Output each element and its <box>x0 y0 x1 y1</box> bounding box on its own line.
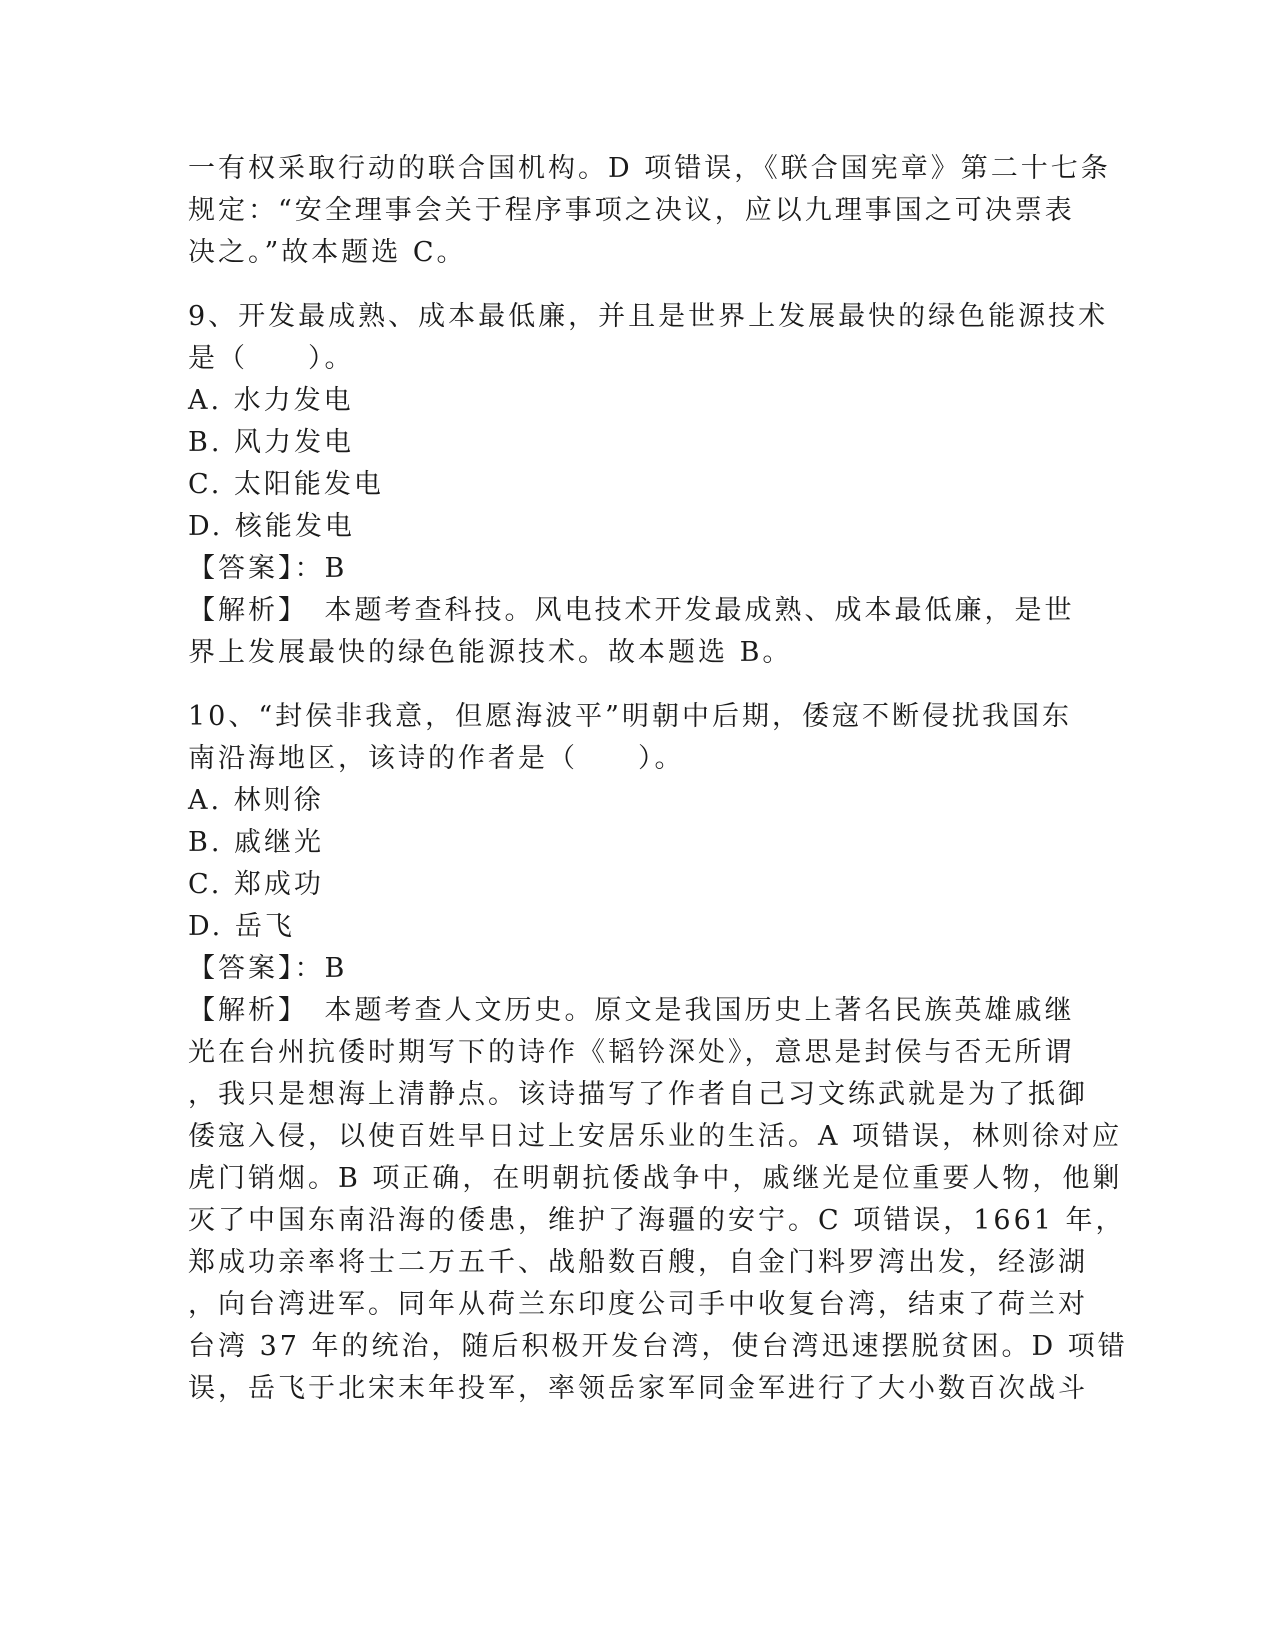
analysis-line: ，向台湾进军。同年从荷兰东印度公司手中收复台湾，结束了荷兰对 <box>188 1289 1088 1320</box>
analysis-line: 郑成功亲率将士二万五千、战船数百艘，自金门料罗湾出发，经澎湖 <box>188 1247 1088 1278</box>
option-c: C. 太阳能发电 <box>188 469 384 500</box>
document-page <box>188 148 1128 1410</box>
analysis-line: 倭寇入侵，以使百姓早日过上安居乐业的生活。A 项错误，林则徐对应 <box>188 1121 1123 1152</box>
analysis-line: 光在台州抗倭时期写下的诗作《韬钤深处》，意思是封侯与否无所谓 <box>188 1037 1075 1068</box>
answer-line: 【答案】：B <box>188 953 348 984</box>
text-line: 规定：“安全理事会关于程序事项之决议，应以九理事国之可决票表 <box>188 195 1075 226</box>
question-9 <box>188 296 1109 674</box>
analysis-line: 灭了中国东南沿海的倭患，维护了海疆的安宁。C 项错误，1661 年， <box>188 1205 1126 1236</box>
previous-analysis-continuation <box>188 148 1111 274</box>
question-text-line: 10、“封侯非我意，但愿海波平”明朝中后期，倭寇不断侵扰我国东 <box>188 701 1072 732</box>
text-line: 决之。”故本题选 C。 <box>188 237 467 268</box>
analysis-line: 【解析】 本题考查人文历史。原文是我国历史上著名民族英雄戚继 <box>188 995 1075 1026</box>
text-line: 一有权采取行动的联合国机构。D 项错误，《联合国宪章》第二十七条 <box>188 153 1111 184</box>
analysis-line: 台湾 37 年的统治，随后积极开发台湾，使台湾迅速摆脱贫困。D 项错 <box>188 1331 1128 1362</box>
option-d: D. 核能发电 <box>188 511 355 542</box>
analysis-line: ，我只是想海上清静点。该诗描写了作者自己习文练武就是为了抵御 <box>188 1079 1088 1110</box>
answer-line: 【答案】：B <box>188 553 348 584</box>
question-text-line: 9、开发最成熟、成本最低廉，并且是世界上发展最快的绿色能源技术 <box>188 301 1109 332</box>
option-a: A. 水力发电 <box>188 385 354 416</box>
option-b: B. 戚继光 <box>188 827 325 858</box>
question-text-line: 是（ ）。 <box>188 343 355 374</box>
analysis-line: 【解析】 本题考查科技。风电技术开发最成熟、成本最低廉，是世 <box>188 595 1075 626</box>
option-d: D. 岳飞 <box>188 911 295 942</box>
option-c: C. 郑成功 <box>188 869 324 900</box>
question-10 <box>188 696 1128 1410</box>
question-text-line: 南沿海地区，该诗的作者是（ ）。 <box>188 743 685 774</box>
option-b: B. 风力发电 <box>188 427 355 458</box>
analysis-line: 界上发展最快的绿色能源技术。故本题选 B。 <box>188 637 793 668</box>
option-a: A. 林则徐 <box>188 785 324 816</box>
analysis-line: 误，岳飞于北宋末年投军，率领岳家军同金军进行了大小数百次战斗 <box>188 1373 1088 1404</box>
analysis-line: 虎门销烟。B 项正确，在明朝抗倭战争中，戚继光是位重要人物，他剿 <box>188 1163 1123 1194</box>
